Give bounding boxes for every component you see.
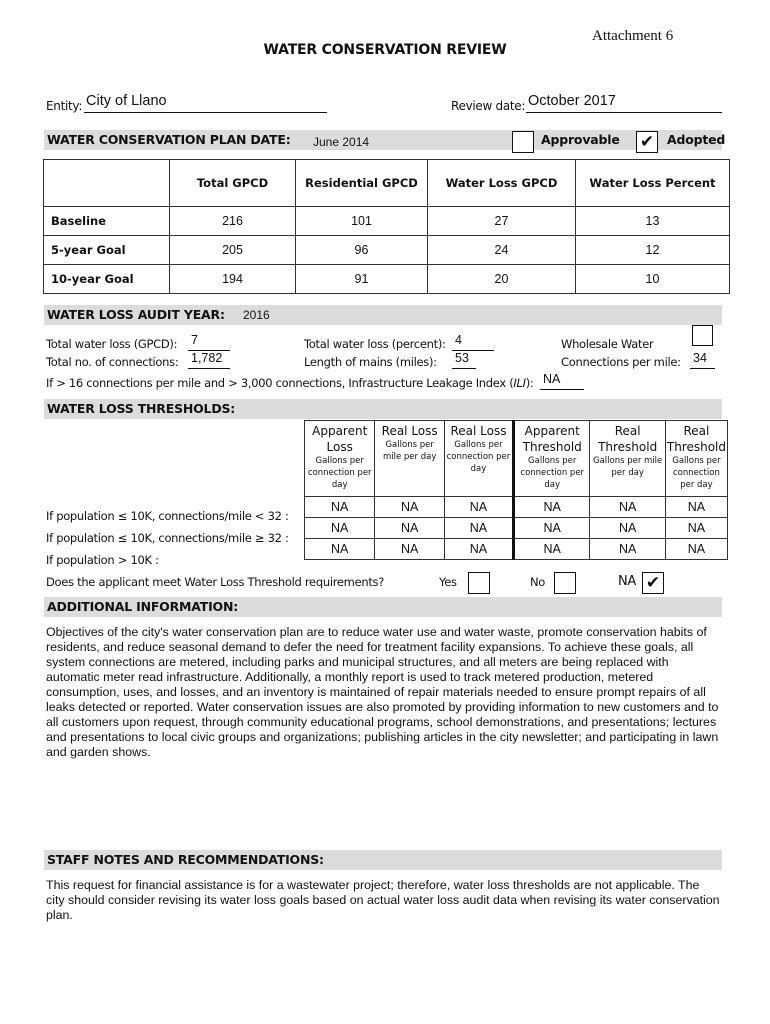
th-col xyxy=(375,421,444,497)
threshold-question: Does the applicant meet Water Loss Threshold requirements? xyxy=(46,575,385,589)
table-cell: NA xyxy=(305,539,375,560)
mains-field[interactable] xyxy=(452,351,476,369)
wholesale-label: Wholesale Water xyxy=(561,337,654,351)
connections-value: 1,782 xyxy=(191,351,223,365)
table-cell: NA xyxy=(514,539,590,560)
table-cell: NA xyxy=(665,539,727,560)
th-title: Apparent Threshold xyxy=(522,424,582,454)
table-cell: NA xyxy=(305,518,375,539)
table-cell: NA xyxy=(590,518,665,539)
table-row xyxy=(44,265,730,294)
conn-per-mile-value: 34 xyxy=(693,351,707,365)
th-col xyxy=(305,421,375,497)
table-cell: NA xyxy=(665,497,727,518)
table-cell: NA xyxy=(375,497,444,518)
table-cell: NA xyxy=(375,518,444,539)
total-loss-gpcd-field[interactable] xyxy=(188,333,230,351)
table-cell: NA xyxy=(444,518,513,539)
table-cell: 10 xyxy=(576,265,730,294)
no-checkbox[interactable] xyxy=(554,572,576,594)
th-col xyxy=(444,421,513,497)
total-loss-pct-field[interactable] xyxy=(452,333,494,351)
row-label: If population ≤ 10K, connections/mile < 32 : xyxy=(46,509,289,523)
na-label: NA xyxy=(618,574,637,589)
connections-field[interactable] xyxy=(188,351,230,369)
gpcd-col-header: Water Loss Percent xyxy=(576,160,730,207)
table-row xyxy=(305,497,728,518)
review-date-label: Review date: xyxy=(451,99,526,113)
th-sub: Gallons per connection per day xyxy=(307,456,372,490)
adopted-label: Adopted xyxy=(667,132,726,147)
table-cell: 24 xyxy=(428,236,576,265)
approvable-label: Approvable xyxy=(541,132,620,147)
audit-year-value: 2016 xyxy=(243,308,270,322)
table-row xyxy=(305,518,728,539)
plan-date-label: WATER CONSERVATION PLAN DATE: xyxy=(47,132,291,147)
gpcd-corner xyxy=(44,160,170,207)
entity-label: Entity: xyxy=(46,99,83,113)
yes-label: Yes xyxy=(439,575,457,589)
thresholds-table xyxy=(304,420,728,560)
table-cell: 13 xyxy=(576,207,730,236)
row-label: 5-year Goal xyxy=(44,236,170,265)
table-cell: NA xyxy=(590,539,665,560)
table-cell: NA xyxy=(444,539,513,560)
ili-abbr: ILI xyxy=(513,376,526,390)
th-sub: Gallons per connection per day xyxy=(520,456,585,490)
table-cell: NA xyxy=(375,539,444,560)
ili-label xyxy=(46,376,533,390)
table-cell: 20 xyxy=(428,265,576,294)
table-cell: NA xyxy=(514,518,590,539)
th-title: Real Threshold xyxy=(666,424,726,454)
conn-per-mile-field[interactable] xyxy=(690,351,715,369)
gpcd-col-header: Total GPCD xyxy=(170,160,296,207)
additional-text: Objectives of the city's water conservation plan are to reduce water use and water waste, promote conservation habits of residents, and reduce seasonal demand to defer the need for treatment facility expansions. To achieve these goals, all system connections are metered, including parks and municipal structures, and all meters are being replaced with automatic meter read infrastructure. Additionally, a monthly report is used to track metered production, metered consumption, uses, and losses, and an inventory is maintained of repair materials needed to ensure prompt repairs of all leaks detected or reported. Water conservation issues are also promoted by providing information to new customers and to all customers upon request, through community educational programs, school demonstrations, and presentations; lectures and presentations to local civic groups and organizations; publishing articles in the city newsletter; and participating in lawn and garden shows. xyxy=(46,625,719,759)
table-cell: NA xyxy=(514,497,590,518)
row-label: If population ≤ 10K, connections/mile ≥ 32 : xyxy=(46,531,289,545)
table-cell: NA xyxy=(665,518,727,539)
review-date-value: October 2017 xyxy=(528,93,616,109)
staff-label: STAFF NOTES AND RECOMMENDATIONS: xyxy=(47,852,324,867)
approvable-checkbox[interactable] xyxy=(512,131,534,153)
gpcd-col-header: Water Loss GPCD xyxy=(428,160,576,207)
table-row xyxy=(44,207,730,236)
table-cell: 91 xyxy=(296,265,428,294)
row-label: 10-year Goal xyxy=(44,265,170,294)
table-cell: NA xyxy=(305,497,375,518)
thresholds-header-row xyxy=(305,421,728,497)
table-row xyxy=(305,539,728,560)
plan-date-value: June 2014 xyxy=(313,135,370,149)
entity-value: City of Llano xyxy=(86,93,167,109)
table-cell: 96 xyxy=(296,236,428,265)
gpcd-header-row xyxy=(44,160,730,207)
entity-field[interactable] xyxy=(84,93,327,113)
review-date-field[interactable] xyxy=(526,93,722,113)
yes-checkbox[interactable] xyxy=(468,572,490,594)
table-cell: NA xyxy=(590,497,665,518)
table-row xyxy=(44,236,730,265)
ili-field[interactable] xyxy=(540,372,584,390)
th-title: Apparent Loss xyxy=(312,424,368,454)
table-cell: 101 xyxy=(296,207,428,236)
additional-label: ADDITIONAL INFORMATION: xyxy=(47,599,239,614)
th-col xyxy=(590,421,665,497)
audit-year-label: WATER LOSS AUDIT YEAR: xyxy=(47,307,225,322)
th-sub: Gallons per connection per day xyxy=(672,456,721,490)
ili-prefix: If > 16 connections per mile and > 3,000 connections, Infrastructure Leakage Index ( xyxy=(46,376,514,390)
total-loss-pct-label: Total water loss (percent): xyxy=(304,337,446,351)
total-loss-gpcd-label: Total water loss (GPCD): xyxy=(46,337,178,351)
th-title: Real Threshold xyxy=(598,424,658,454)
check-mark-icon: ✔ xyxy=(639,132,655,152)
table-cell: 205 xyxy=(170,236,296,265)
th-sub: Gallons per connection per day xyxy=(446,440,511,474)
page-title: WATER CONSERVATION REVIEW xyxy=(263,42,507,58)
th-sub: Gallons per mile per day xyxy=(382,440,437,462)
row-label: If population > 10K : xyxy=(46,553,159,567)
th-col xyxy=(665,421,727,497)
total-loss-pct-value: 4 xyxy=(455,333,462,347)
table-cell: 194 xyxy=(170,265,296,294)
table-cell: 27 xyxy=(428,207,576,236)
check-mark-icon: ✔ xyxy=(645,573,661,593)
th-col xyxy=(514,421,590,497)
thresholds-label: WATER LOSS THRESHOLDS: xyxy=(47,401,236,416)
staff-text: This request for financial assistance is for a wastewater project; therefore, water loss thresholds are not applicable. The city should consider revising its water loss goals based on actual water loss audit data when revising its water conservation plan. xyxy=(46,878,720,922)
th-title: Real Loss xyxy=(381,424,438,438)
table-cell: 12 xyxy=(576,236,730,265)
attachment-label: Attachment 6 xyxy=(592,28,674,44)
mains-label: Length of mains (miles): xyxy=(304,355,437,369)
gpcd-col-header: Residential GPCD xyxy=(296,160,428,207)
no-label: No xyxy=(530,575,546,589)
table-cell: NA xyxy=(444,497,513,518)
table-cell: 216 xyxy=(170,207,296,236)
th-sub: Gallons per mile per day xyxy=(592,456,663,478)
connections-label: Total no. of connections: xyxy=(46,355,179,369)
mains-value: 53 xyxy=(455,351,469,365)
wholesale-checkbox[interactable] xyxy=(692,325,713,346)
th-title: Real Loss xyxy=(450,424,507,438)
adopted-checkbox[interactable] xyxy=(636,131,658,153)
total-loss-gpcd-value: 7 xyxy=(191,333,198,347)
na-checkbox[interactable] xyxy=(642,572,664,594)
ili-suffix: ): xyxy=(525,376,534,390)
row-label: Baseline xyxy=(44,207,170,236)
ili-value: NA xyxy=(543,372,561,386)
conn-per-mile-label: Connections per mile: xyxy=(561,355,681,369)
gpcd-table xyxy=(43,159,730,294)
